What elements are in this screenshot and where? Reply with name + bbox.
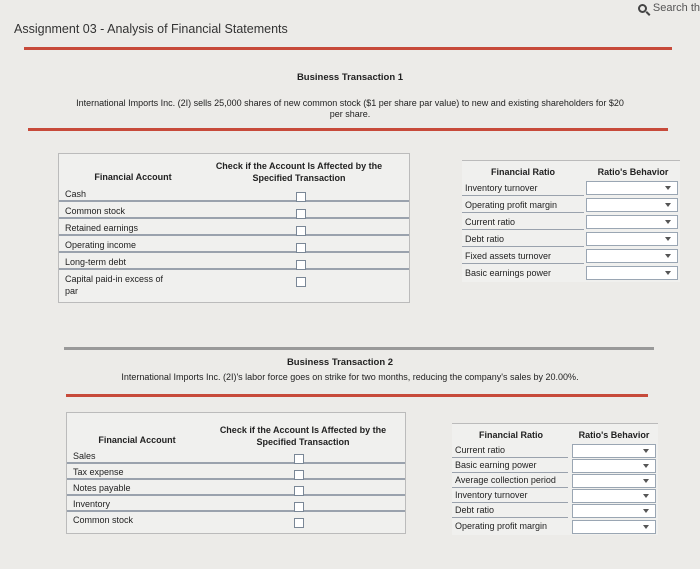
behavior-dropdown-current-ratio[interactable]	[586, 215, 678, 229]
account-row	[59, 236, 409, 253]
ratio-row	[462, 196, 584, 213]
accounts-header: Financial Account	[98, 435, 176, 445]
account-label: Notes payable	[73, 482, 131, 493]
transaction-1-ratios-table	[462, 160, 680, 282]
ratio-label: Average collection period	[455, 474, 556, 485]
accounts-header: Financial Account	[94, 172, 172, 182]
behavior-dropdown-inventory-turnover[interactable]	[586, 181, 678, 195]
search-icon	[638, 4, 647, 13]
ratio-row	[452, 501, 568, 518]
transaction-1-accounts-table	[58, 153, 410, 303]
ratio-label: Debt ratio	[465, 233, 505, 244]
account-row	[59, 219, 409, 236]
transaction-2-desc: International Imports Inc. (2I)'s labor force goes on strike for two months, reducing the company's sales by 20.00%.	[121, 372, 579, 382]
check-header: Check if the Account Is Affected by the Specified Transaction	[215, 161, 383, 183]
behavior-dropdown-debt-ratio[interactable]	[572, 504, 656, 518]
account-row	[59, 202, 409, 219]
chevron-down-icon	[665, 271, 671, 275]
behavior-header: Ratio's Behavior	[578, 430, 650, 440]
transaction-1-title: Business Transaction 1	[296, 72, 404, 83]
transaction-2-top-divider	[64, 347, 654, 350]
checkbox-sales[interactable]	[294, 454, 304, 464]
behavior-dropdown-basic-earnings-power[interactable]	[586, 266, 678, 280]
ratio-label: Basic earning power	[455, 459, 537, 470]
checkbox-tax-expense[interactable]	[294, 470, 304, 480]
account-row	[59, 185, 409, 202]
account-label: par	[65, 285, 79, 296]
account-label: Cash	[65, 188, 87, 199]
account-row	[67, 479, 405, 496]
behavior-dropdown-debt-ratio[interactable]	[586, 232, 678, 246]
chevron-down-icon	[665, 203, 671, 207]
transaction-2-accounts-table	[66, 412, 406, 534]
account-label: Long-term debt	[65, 256, 127, 267]
ratio-label: Inventory turnover	[465, 182, 538, 193]
chevron-down-icon	[665, 254, 671, 258]
chevron-down-icon	[643, 509, 649, 513]
ratio-row	[452, 517, 568, 534]
checkbox-capital-paid-in[interactable]	[296, 277, 306, 287]
account-row	[67, 463, 405, 480]
checkbox-common-stock[interactable]	[294, 518, 304, 528]
transaction-2-divider	[66, 394, 648, 397]
chevron-down-icon	[665, 220, 671, 224]
check-header: Check if the Account Is Affected by the Specified Transaction	[219, 425, 387, 447]
ratio-header: Financial Ratio	[490, 167, 555, 177]
ratio-row	[462, 213, 584, 230]
title-divider	[24, 47, 672, 50]
ratio-label: Operating profit margin	[465, 199, 558, 210]
ratio-header: Financial Ratio	[478, 430, 543, 440]
chevron-down-icon	[665, 237, 671, 241]
behavior-dropdown-current-ratio[interactable]	[572, 444, 656, 458]
behavior-dropdown-fixed-assets-turnover[interactable]	[586, 249, 678, 263]
behavior-dropdown-operating-profit-margin[interactable]	[572, 520, 656, 534]
chevron-down-icon	[643, 525, 649, 529]
checkbox-notes-payable[interactable]	[294, 486, 304, 496]
transaction-1-desc-line2: per share.	[329, 109, 371, 119]
account-row	[67, 511, 405, 528]
checkbox-operating-income[interactable]	[296, 243, 306, 253]
checkbox-common-stock[interactable]	[296, 209, 306, 219]
ratio-label: Fixed assets turnover	[465, 250, 552, 261]
ratio-label: Current ratio	[465, 216, 516, 227]
checkbox-cash[interactable]	[296, 192, 306, 202]
transaction-2-ratios-table	[452, 423, 658, 535]
checkbox-long-term-debt[interactable]	[296, 260, 306, 270]
search-label: Search th	[652, 2, 700, 14]
page-title: Assignment 03 - Analysis of Financial Statements	[14, 22, 288, 36]
chevron-down-icon	[643, 449, 649, 453]
account-label: Common stock	[73, 514, 134, 525]
transaction-1-divider	[28, 128, 668, 131]
account-row	[67, 495, 405, 512]
behavior-dropdown-basic-earning-power[interactable]	[572, 459, 656, 473]
chevron-down-icon	[643, 494, 649, 498]
search-box[interactable]	[638, 2, 700, 14]
behavior-dropdown-average-collection-period[interactable]	[572, 474, 656, 488]
ratio-row	[462, 230, 584, 247]
behavior-header: Ratio's Behavior	[597, 167, 669, 177]
account-row	[59, 253, 409, 270]
ratio-row	[462, 264, 584, 281]
account-label: Retained earnings	[65, 222, 139, 233]
account-label: Sales	[73, 450, 96, 461]
ratio-row	[462, 179, 584, 196]
chevron-down-icon	[643, 464, 649, 468]
chevron-down-icon	[643, 479, 649, 483]
account-label: Capital paid-in excess of	[65, 273, 164, 284]
ratio-label: Operating profit margin	[455, 520, 548, 531]
ratio-label: Debt ratio	[455, 504, 495, 515]
behavior-dropdown-operating-profit-margin[interactable]	[586, 198, 678, 212]
ratio-row	[462, 247, 584, 264]
account-label: Tax expense	[73, 466, 124, 477]
ratio-label: Inventory turnover	[455, 489, 528, 500]
transaction-1-desc-line1: International Imports Inc. (2I) sells 25,000 shares of new common stock ($1 per share par value) to new and existing shareholders for $20	[76, 98, 624, 108]
ratio-label: Basic earnings power	[465, 267, 552, 278]
account-label: Common stock	[65, 205, 126, 216]
ratio-label: Current ratio	[455, 444, 506, 455]
transaction-2-title: Business Transaction 2	[286, 357, 394, 368]
checkbox-inventory[interactable]	[294, 502, 304, 512]
chevron-down-icon	[665, 186, 671, 190]
account-row	[59, 282, 409, 299]
behavior-dropdown-inventory-turnover[interactable]	[572, 489, 656, 503]
account-row	[67, 447, 405, 464]
checkbox-retained-earnings[interactable]	[296, 226, 306, 236]
account-label: Inventory	[73, 498, 111, 509]
account-label: Operating income	[65, 239, 137, 250]
